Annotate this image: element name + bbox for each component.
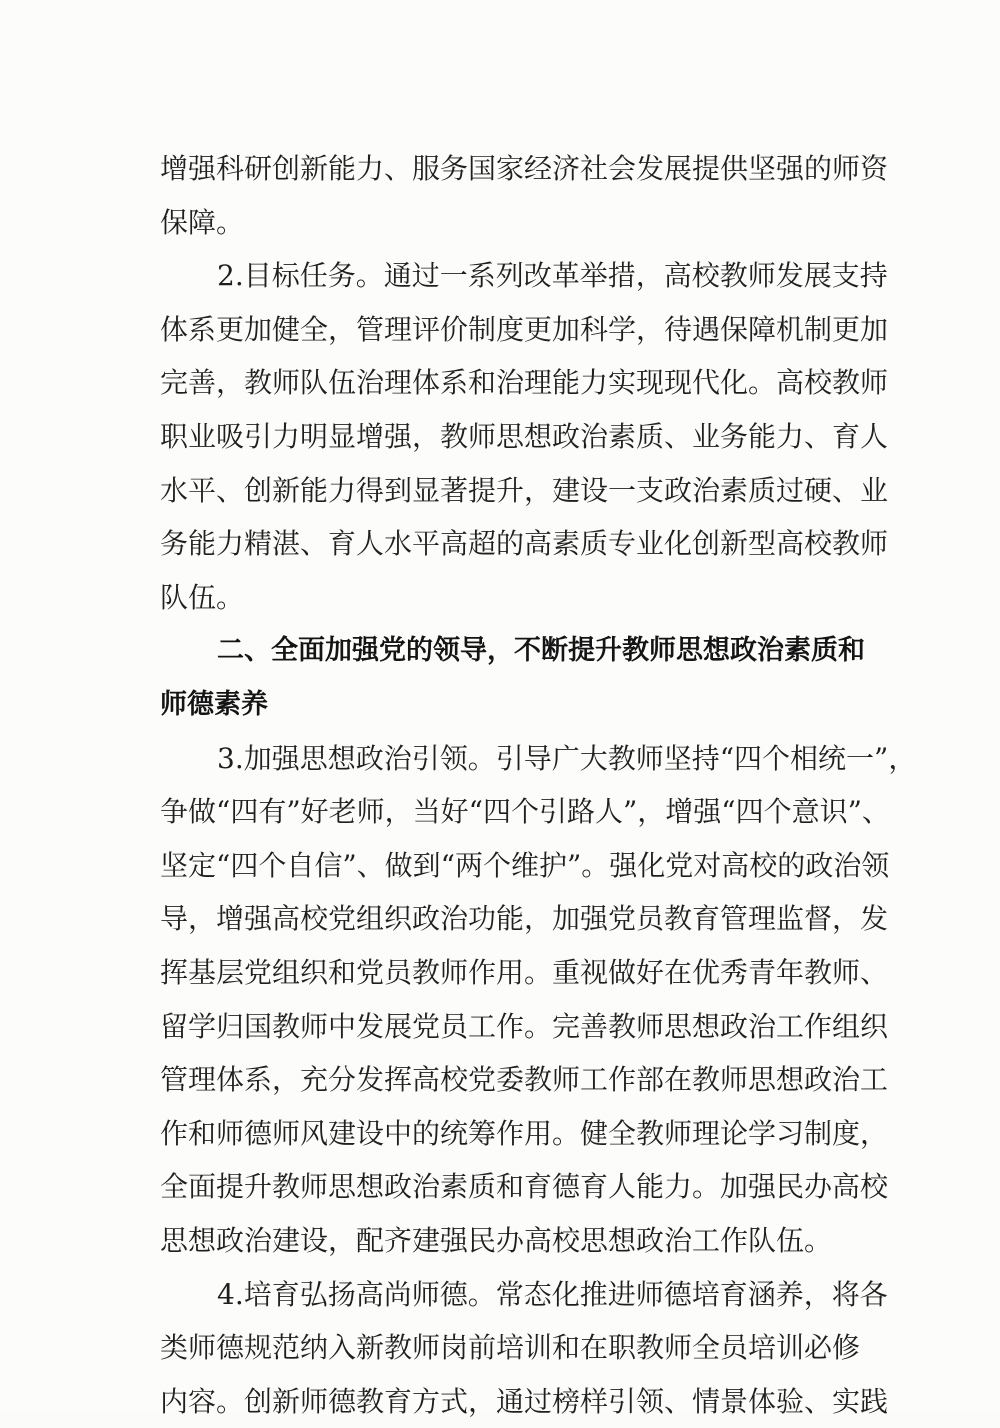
text-line: 类师德规范纳入新教师岗前培训和在职教师全员培训必修 bbox=[160, 1331, 861, 1365]
text-line: 2.目标任务。通过一系列改革举措，高校教师发展支持 bbox=[217, 259, 888, 293]
text-line: 职业吸引力明显增强，教师思想政治素质、业务能力、育人 bbox=[160, 420, 889, 453]
text-line: 队伍。 bbox=[160, 580, 245, 614]
text-line: 4.培育弘扬高尚师德。常态化推进师德培育涵养，将各 bbox=[217, 1277, 888, 1311]
text-line: 全面提升教师思想政治素质和育德育人能力。加强民办高校 bbox=[160, 1170, 889, 1204]
text-line: 完善，教师队伍治理体系和治理能力实现现代化。高校教师 bbox=[160, 366, 889, 400]
text-line: 水平、创新能力得到显著提升，建设一支政治素质过硬、业 bbox=[160, 473, 889, 507]
text-line: 思想政治建设，配齐建强民办高校思想政治工作队伍。 bbox=[160, 1224, 833, 1257]
text-line: 管理体系，充分发挥高校党委教师工作部在教师思想政治工 bbox=[160, 1063, 889, 1097]
text-line: 务能力精湛、育人水平高超的高素质专业化创新型高校教师 bbox=[160, 527, 889, 561]
text-line: 保障。 bbox=[160, 205, 245, 239]
text-line: 作和师德师风建设中的统筹作用。健全教师理论学习制度， bbox=[160, 1116, 889, 1150]
text-line: 增强科研创新能力、服务国家经济社会发展提供坚强的师资 bbox=[160, 152, 889, 185]
text-line: 内容。创新师德教育方式，通过榜样引领、情景体验、实践 bbox=[160, 1384, 889, 1418]
text-line: 体系更加健全，管理评价制度更加科学，待遇保障机制更加 bbox=[160, 312, 889, 346]
text-line: 留学归国教师中发展党员工作。完善教师思想政治工作组织 bbox=[160, 1009, 889, 1043]
section-heading: 师德素养 bbox=[160, 689, 268, 720]
text-line: 挥基层党组织和党员教师作用。重视做好在优秀青年教师、 bbox=[160, 956, 889, 989]
text-line: 坚定“四个自信”、做到“两个维护”。强化党对高校的政治领 bbox=[160, 848, 890, 882]
text-line: 导，增强高校党组织政治功能，加强党员教育管理监督，发 bbox=[160, 902, 889, 936]
text-line: 争做“四有”好老师，当好“四个引路人”，增强“四个意识”、 bbox=[160, 795, 890, 829]
section-heading: 二、全面加强党的领导，不断提升教师思想政治素质和 bbox=[217, 635, 865, 667]
text-line: 3.加强思想政治引领。引导广大教师坚持“四个相统一”， bbox=[217, 741, 917, 775]
